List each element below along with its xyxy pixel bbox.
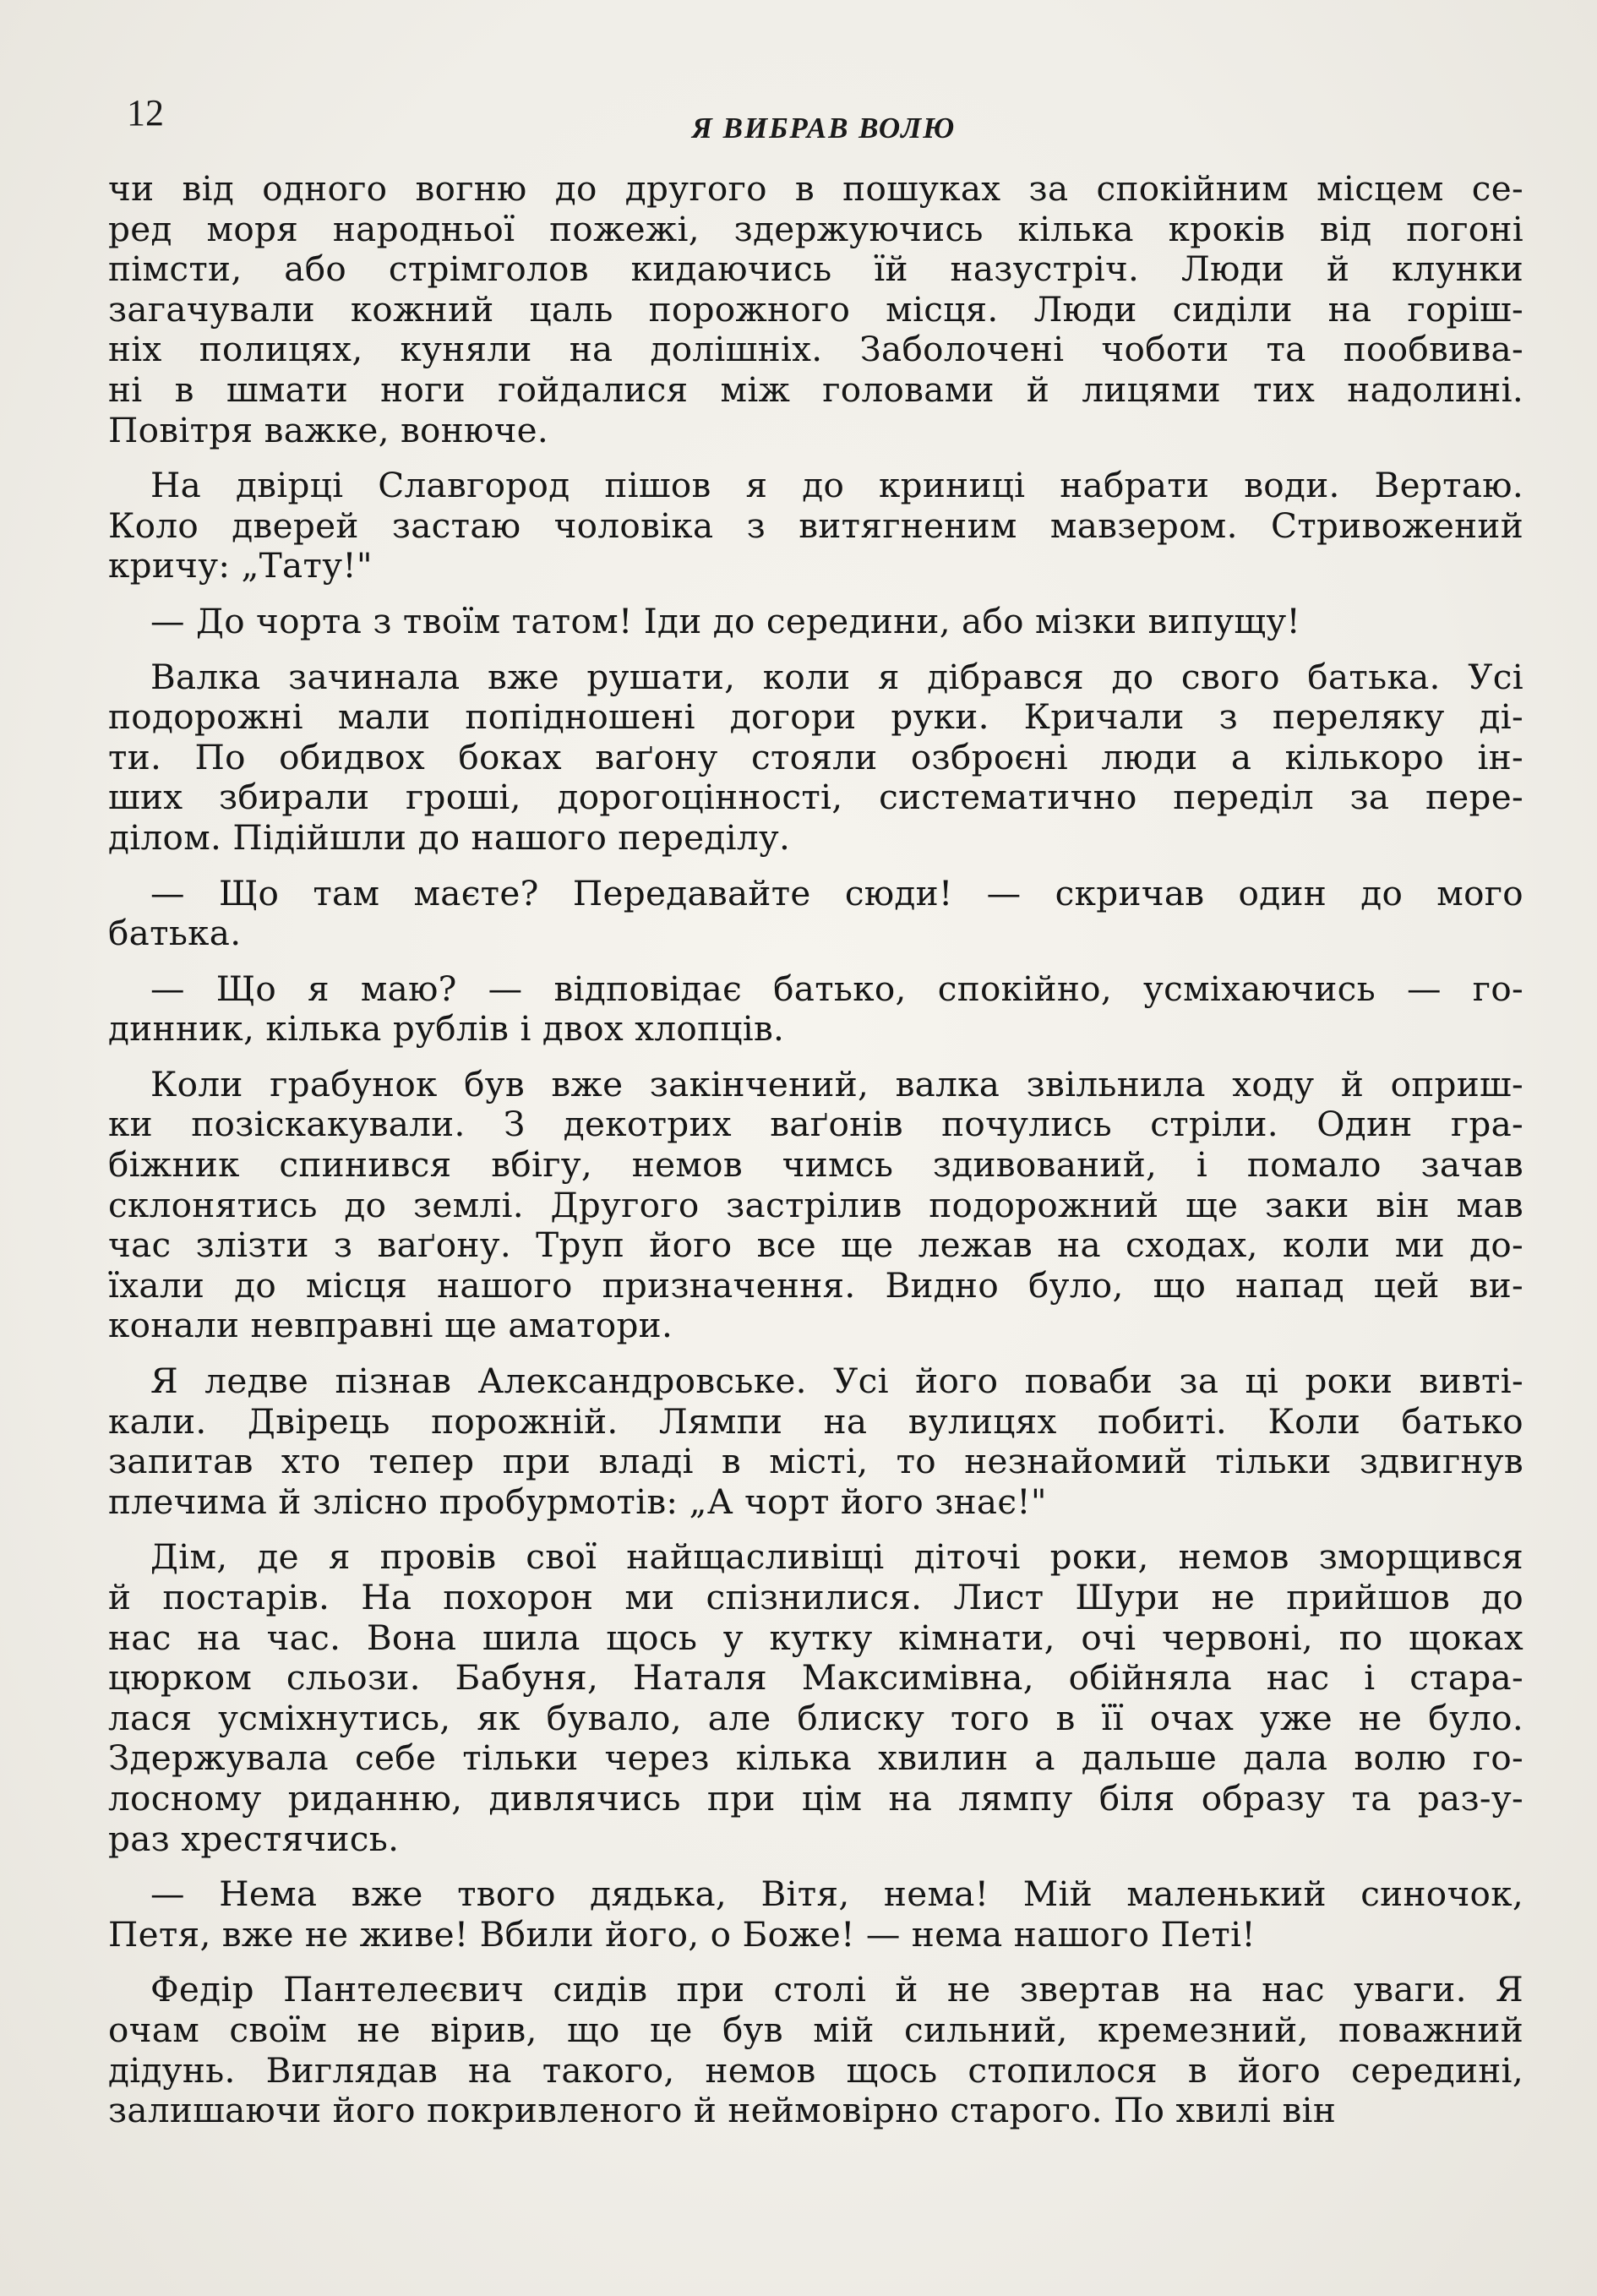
text-line: — Нема вже твого дядька, Вітя, нема! Мій маленький синочок, (150, 1873, 1523, 1915)
text-line: їхали до місця нашого призначення. Видно було, що напад цей ви- (108, 1264, 1523, 1306)
text-line: Я ледве пізнав Александровське. Усі його поваби за ці роки вивті- (150, 1361, 1523, 1402)
paragraph-gap (108, 954, 1523, 969)
paragraph-gap (108, 642, 1523, 657)
text-line: біжник спинився вбігу, немов чимсь здивований, і помало зачав (108, 1144, 1523, 1186)
text-line: кричу: „Тату!" (108, 545, 373, 586)
text-line: дідунь. Виглядав на такого, немов щось стопилося в його середині, (108, 2049, 1523, 2091)
text-line: час злізти з ваґону. Труп його все ще лежав на сходах, коли ми до- (108, 1224, 1523, 1266)
paragraph (108, 169, 1523, 450)
paragraph (108, 969, 1523, 1050)
body-text (108, 169, 1523, 2131)
paragraph-gap (108, 1346, 1523, 1361)
paragraph-gap (108, 1522, 1523, 1537)
running-title: Я ВИБРАВ ВОЛЮ (691, 112, 957, 145)
text-line: Коли грабунок був вже закінчений, валка звільнила ходу й оприш- (150, 1063, 1523, 1104)
text-line: лосному риданню, дивлячись при цім на лямпу біля образу та раз-у- (108, 1777, 1523, 1819)
text-line: подорожні мали попідношені догори руки. Кричали з переляку ді- (108, 696, 1523, 738)
paragraph-gap (108, 450, 1523, 466)
text-line: динник, кілька рублів і двох хлопців. (108, 1008, 785, 1050)
text-line: пімсти, або стрімголов кидаючись їй назустріч. Люди й клунки (108, 248, 1523, 290)
text-line: На двірці Славгород пішов я до криниці набрати води. Вертаю. (150, 465, 1523, 506)
text-line: ших збирали гроші, дорогоцінності, систематично переділ за пере- (108, 777, 1523, 818)
text-line: Коло дверей застаю чоловіка з витягненим мавзером. Стривожений (108, 504, 1523, 546)
paragraph (108, 1361, 1523, 1522)
text-line: — До чорта з твоїм татом! Іди до середини, або мізки випущу! (150, 600, 1301, 641)
paragraph-gap (108, 1955, 1523, 1970)
text-line: Валка зачинала вже рушати, коли я дібрався до свого батька. Усі (150, 656, 1523, 697)
text-line: Повітря важке, вонюче. (108, 409, 549, 450)
paragraph-gap (108, 1859, 1523, 1874)
text-line: ніх полицях, куняли на долішніх. Заболочені чоботи та пообвива- (108, 329, 1523, 370)
paragraph (108, 1874, 1523, 1955)
paragraph (108, 1065, 1523, 1346)
text-line: запитав хто тепер при владі в місті, то незнайомий тільки здвигнув (108, 1441, 1523, 1482)
text-line: Здержувала себе тільки через кілька хвилин а дальше дала волю го- (108, 1737, 1523, 1779)
paragraph-gap (108, 1050, 1523, 1065)
paragraph-gap (108, 586, 1523, 602)
paragraph-gap (108, 859, 1523, 874)
text-line: конали невправні ще аматори. (108, 1305, 673, 1346)
text-line: ділом. Підійшли до нашого переділу. (108, 816, 791, 858)
text-line: Дім, де я провів свої найщасливіщі діточі роки, немов зморщився (150, 1536, 1523, 1578)
text-line: ти. По обидвох боках ваґону стояли озброєні люди а кількоро ін- (108, 736, 1523, 777)
paragraph (108, 1970, 1523, 2130)
text-line: загачували кожний цаль порожного місця. Люди сиділи на горіш- (108, 288, 1523, 330)
text-line: очам своїм не вірив, що це був мій сильний, кремезний, поважний (108, 2009, 1523, 2050)
text-line: — Що я маю? — відповідає батько, спокійно, усміхаючись — го- (150, 968, 1523, 1009)
text-line: батька. (108, 913, 242, 954)
paragraph (108, 602, 1523, 642)
text-line: склонятись до землі. Другого застрілив подорожний ще заки він мав (108, 1184, 1523, 1225)
paragraph (108, 466, 1523, 586)
text-line: Петя, вже не живе! Вбили його, о Боже! — нема нашого Петі! (108, 1913, 1256, 1955)
text-line: ки позіскакували. З декотрих ваґонів почулись стріли. Один гра- (108, 1104, 1523, 1145)
text-line: чи від одного вогню до другого в пошуках за спокійним місцем се- (108, 168, 1523, 209)
text-line: ред моря народньої пожежі, здержуючись кілька кроків від погоні (108, 208, 1523, 249)
text-line: цюрком сльози. Бабуня, Наталя Максимівна, обійняла нас і стара- (108, 1657, 1523, 1699)
running-head (127, 91, 1521, 150)
text-line: — Що там маєте? Передавайте сюди! — скричав один до мого (150, 872, 1523, 913)
text-line: залишаючи його покривленого й неймовірно старого. По хвилі він (108, 2090, 1337, 2131)
text-line: лася усміхнутись, як бувало, але блиску того в її очах уже не було. (108, 1697, 1523, 1738)
page-number: 12 (127, 92, 164, 134)
text-line: Федір Пантелеєвич сидів при столі й не звертав на нас уваги. Я (150, 1969, 1523, 2010)
text-line: раз хрестячись. (108, 1818, 400, 1859)
paragraph (108, 1537, 1523, 1859)
text-line: й постарів. На похорон ми спізнилися. Лист Шури не прийшов до (108, 1577, 1523, 1617)
paragraph (108, 657, 1523, 859)
text-line: кали. Двірець порожній. Лямпи на вулицях побиті. Коли батько (108, 1400, 1523, 1442)
paragraph (108, 874, 1523, 954)
text-line: ні в шмати ноги гойдалися між головами й лицями тих надолині. (108, 368, 1523, 410)
text-line: плечима й злісно пробурмотів: „А чорт його знає!" (108, 1481, 1047, 1522)
text-line: нас на час. Вона шила щось у кутку кімнати, очі червоні, по щоках (108, 1617, 1523, 1658)
